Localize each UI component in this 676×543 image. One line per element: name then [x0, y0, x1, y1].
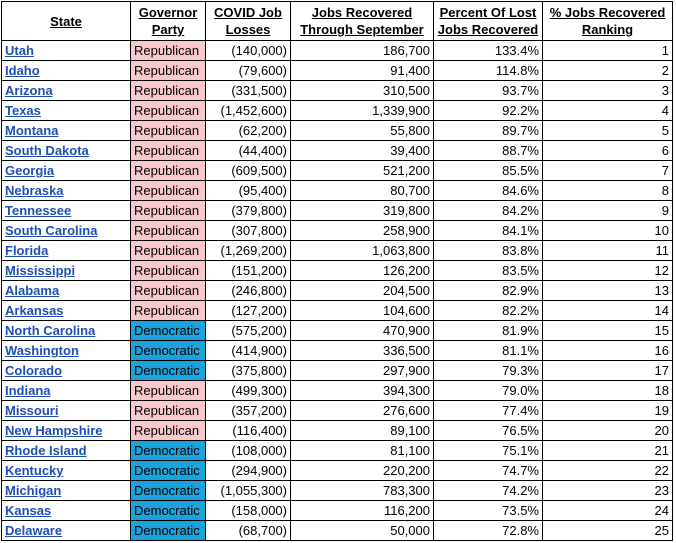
governor-party-cell: Republican: [131, 201, 206, 221]
state-link[interactable]: Washington: [5, 343, 79, 358]
percent-recovered-cell: 82.2%: [434, 301, 543, 321]
state-cell: [2, 461, 131, 481]
ranking-cell: 18: [543, 381, 673, 401]
state-link[interactable]: Mississippi: [5, 263, 76, 278]
jobs-recovered-cell: 258,900: [291, 221, 434, 241]
percent-recovered-cell: 93.7%: [434, 81, 543, 101]
ranking-cell: 17: [543, 361, 673, 381]
percent-recovered-cell: 84.1%: [434, 221, 543, 241]
state-cell: [2, 501, 131, 521]
table-row: [2, 221, 673, 241]
state-cell: [2, 221, 131, 241]
table-row: [2, 181, 673, 201]
governor-party-cell: Republican: [131, 161, 206, 181]
governor-party-cell: Republican: [131, 241, 206, 261]
state-link[interactable]: Arizona: [5, 83, 53, 98]
state-link[interactable]: Utah: [5, 43, 34, 58]
header-covid-job-losses-line2: Losses: [225, 22, 271, 37]
header-covid-job-losses[interactable]: [206, 2, 291, 41]
state-link[interactable]: Florida: [5, 243, 49, 258]
jobs-recovered-cell: 186,700: [291, 41, 434, 61]
state-cell: [2, 261, 131, 281]
percent-recovered-cell: 79.0%: [434, 381, 543, 401]
governor-party-cell: Republican: [131, 301, 206, 321]
header-row: [2, 2, 673, 41]
jobs-recovered-cell: 55,800: [291, 121, 434, 141]
header-covid-job-losses-line1: COVID Job: [214, 5, 282, 20]
ranking-cell: 20: [543, 421, 673, 441]
state-cell: [2, 121, 131, 141]
percent-recovered-cell: 83.8%: [434, 241, 543, 261]
jobs-recovered-cell: 310,500: [291, 81, 434, 101]
ranking-cell: 15: [543, 321, 673, 341]
state-link[interactable]: Montana: [5, 123, 59, 138]
job-losses-cell: (95,400): [206, 181, 291, 201]
percent-recovered-cell: 75.1%: [434, 441, 543, 461]
table-row: [2, 81, 673, 101]
job-losses-cell: (62,200): [206, 121, 291, 141]
table-row: [2, 501, 673, 521]
percent-recovered-cell: 89.7%: [434, 121, 543, 141]
ranking-cell: 25: [543, 521, 673, 541]
state-link[interactable]: Missouri: [5, 403, 59, 418]
state-cell: [2, 441, 131, 461]
jobs-recovered-cell: 81,100: [291, 441, 434, 461]
percent-recovered-cell: 88.7%: [434, 141, 543, 161]
table-row: [2, 161, 673, 181]
jobs-recovered-cell: 116,200: [291, 501, 434, 521]
jobs-recovered-cell: 297,900: [291, 361, 434, 381]
job-losses-cell: (1,269,200): [206, 241, 291, 261]
percent-recovered-cell: 73.5%: [434, 501, 543, 521]
jobs-recovered-cell: 104,600: [291, 301, 434, 321]
header-jobs-recovered-line2: Through September: [300, 22, 424, 37]
job-losses-cell: (1,055,300): [206, 481, 291, 501]
jobs-recovered-cell: 1,339,900: [291, 101, 434, 121]
governor-party-cell: Republican: [131, 141, 206, 161]
header-jobs-recovered-line1: Jobs Recovered: [311, 5, 413, 20]
state-cell: [2, 61, 131, 81]
governor-party-cell: Republican: [131, 421, 206, 441]
state-cell: [2, 101, 131, 121]
jobs-recovered-cell: 319,800: [291, 201, 434, 221]
job-losses-cell: (609,500): [206, 161, 291, 181]
job-losses-cell: (375,800): [206, 361, 291, 381]
header-ranking[interactable]: [543, 2, 673, 41]
ranking-cell: 2: [543, 61, 673, 81]
jobs-recovered-cell: 89,100: [291, 421, 434, 441]
table-body: [2, 41, 673, 541]
jobs-recovered-cell: 204,500: [291, 281, 434, 301]
job-losses-cell: (127,200): [206, 301, 291, 321]
ranking-cell: 9: [543, 201, 673, 221]
jobs-recovery-table: [1, 1, 673, 541]
state-link[interactable]: Idaho: [5, 63, 40, 78]
governor-party-cell: Republican: [131, 121, 206, 141]
state-cell: [2, 341, 131, 361]
state-cell: [2, 321, 131, 341]
table-row: [2, 121, 673, 141]
percent-recovered-cell: 83.5%: [434, 261, 543, 281]
governor-party-cell: Republican: [131, 41, 206, 61]
governor-party-cell: Republican: [131, 221, 206, 241]
job-losses-cell: (108,000): [206, 441, 291, 461]
ranking-cell: 12: [543, 261, 673, 281]
governor-party-cell: Republican: [131, 381, 206, 401]
job-losses-cell: (79,600): [206, 61, 291, 81]
state-cell: [2, 301, 131, 321]
state-cell: [2, 161, 131, 181]
header-governor-party[interactable]: [131, 2, 206, 41]
job-losses-cell: (158,000): [206, 501, 291, 521]
ranking-cell: 23: [543, 481, 673, 501]
table-row: [2, 461, 673, 481]
header-governor-party-line1: Governor: [138, 5, 198, 20]
job-losses-cell: (499,300): [206, 381, 291, 401]
governor-party-cell: Democratic: [131, 441, 206, 461]
state-link[interactable]: Michigan: [5, 483, 62, 498]
jobs-recovered-cell: 39,400: [291, 141, 434, 161]
percent-recovered-cell: 84.6%: [434, 181, 543, 201]
ranking-cell: 24: [543, 501, 673, 521]
percent-recovered-cell: 72.8%: [434, 521, 543, 541]
table-row: [2, 321, 673, 341]
job-losses-cell: (357,200): [206, 401, 291, 421]
header-percent-recovered-line1: Percent Of Lost: [439, 5, 537, 20]
table-row: [2, 241, 673, 261]
jobs-recovered-cell: 1,063,800: [291, 241, 434, 261]
jobs-recovered-cell: 50,000: [291, 521, 434, 541]
state-link[interactable]: Texas: [5, 103, 41, 118]
header-state[interactable]: State: [2, 2, 131, 41]
header-governor-party-line2: Party: [151, 22, 185, 37]
table-row: [2, 201, 673, 221]
governor-party-cell: Republican: [131, 181, 206, 201]
table-row: [2, 61, 673, 81]
table-row: [2, 401, 673, 421]
job-losses-cell: (1,452,600): [206, 101, 291, 121]
percent-recovered-cell: 79.3%: [434, 361, 543, 381]
state-link[interactable]: North Carolina: [5, 323, 96, 338]
state-cell: [2, 201, 131, 221]
state-cell: [2, 41, 131, 61]
state-cell: [2, 241, 131, 261]
state-link[interactable]: Alabama: [5, 283, 60, 298]
governor-party-cell: Republican: [131, 281, 206, 301]
job-losses-cell: (44,400): [206, 141, 291, 161]
percent-recovered-cell: 114.8%: [434, 61, 543, 81]
table-row: [2, 301, 673, 321]
percent-recovered-cell: 81.1%: [434, 341, 543, 361]
percent-recovered-cell: 92.2%: [434, 101, 543, 121]
ranking-cell: 3: [543, 81, 673, 101]
job-losses-cell: (68,700): [206, 521, 291, 541]
governor-party-cell: Democratic: [131, 341, 206, 361]
state-link[interactable]: Tennessee: [5, 203, 72, 218]
jobs-recovered-cell: 276,600: [291, 401, 434, 421]
state-link[interactable]: New Hampshire: [5, 423, 103, 438]
jobs-recovered-cell: 470,900: [291, 321, 434, 341]
state-link[interactable]: Nebraska: [5, 183, 64, 198]
ranking-cell: 5: [543, 121, 673, 141]
job-losses-cell: (246,800): [206, 281, 291, 301]
ranking-cell: 22: [543, 461, 673, 481]
governor-party-cell: Democratic: [131, 461, 206, 481]
table-row: [2, 281, 673, 301]
governor-party-cell: Democratic: [131, 521, 206, 541]
jobs-recovered-cell: 80,700: [291, 181, 434, 201]
table-row: [2, 441, 673, 461]
ranking-cell: 7: [543, 161, 673, 181]
job-losses-cell: (414,900): [206, 341, 291, 361]
state-cell: [2, 141, 131, 161]
percent-recovered-cell: 85.5%: [434, 161, 543, 181]
table-row: [2, 101, 673, 121]
header-jobs-recovered[interactable]: [291, 2, 434, 41]
percent-recovered-cell: 74.7%: [434, 461, 543, 481]
governor-party-cell: Republican: [131, 101, 206, 121]
job-losses-cell: (379,800): [206, 201, 291, 221]
jobs-recovered-cell: 91,400: [291, 61, 434, 81]
governor-party-cell: Democratic: [131, 321, 206, 341]
table-row: [2, 481, 673, 501]
job-losses-cell: (151,200): [206, 261, 291, 281]
percent-recovered-cell: 82.9%: [434, 281, 543, 301]
state-cell: [2, 521, 131, 541]
state-link[interactable]: Colorado: [5, 363, 63, 378]
header-ranking-line1: % Jobs Recovered: [549, 5, 666, 20]
governor-party-cell: Democratic: [131, 481, 206, 501]
ranking-cell: 14: [543, 301, 673, 321]
job-losses-cell: (116,400): [206, 421, 291, 441]
jobs-recovered-cell: 394,300: [291, 381, 434, 401]
state-cell: [2, 81, 131, 101]
jobs-recovered-cell: 220,200: [291, 461, 434, 481]
ranking-cell: 19: [543, 401, 673, 421]
job-losses-cell: (575,200): [206, 321, 291, 341]
job-losses-cell: (307,800): [206, 221, 291, 241]
governor-party-cell: Republican: [131, 61, 206, 81]
job-losses-cell: (331,500): [206, 81, 291, 101]
percent-recovered-cell: 133.4%: [434, 41, 543, 61]
ranking-cell: 8: [543, 181, 673, 201]
ranking-cell: 11: [543, 241, 673, 261]
ranking-cell: 21: [543, 441, 673, 461]
state-cell: [2, 401, 131, 421]
percent-recovered-cell: 76.5%: [434, 421, 543, 441]
state-cell: [2, 181, 131, 201]
jobs-recovered-cell: 126,200: [291, 261, 434, 281]
governor-party-cell: Republican: [131, 81, 206, 101]
state-link[interactable]: Delaware: [5, 523, 63, 538]
governor-party-cell: Democratic: [131, 361, 206, 381]
table-row: [2, 261, 673, 281]
header-ranking-line2: Ranking: [581, 22, 634, 37]
state-cell: [2, 421, 131, 441]
percent-recovered-cell: 84.2%: [434, 201, 543, 221]
state-link[interactable]: Indiana: [5, 383, 51, 398]
ranking-cell: 13: [543, 281, 673, 301]
header-percent-recovered[interactable]: [434, 2, 543, 41]
table-row: [2, 361, 673, 381]
table-row: [2, 341, 673, 361]
state-link[interactable]: South Carolina: [5, 223, 98, 238]
ranking-cell: 10: [543, 221, 673, 241]
state-link[interactable]: South Dakota: [5, 143, 89, 158]
ranking-cell: 4: [543, 101, 673, 121]
job-losses-cell: (294,900): [206, 461, 291, 481]
governor-party-cell: Republican: [131, 401, 206, 421]
ranking-cell: 16: [543, 341, 673, 361]
state-link[interactable]: Kansas: [5, 503, 52, 518]
table-row: [2, 521, 673, 541]
table-row: [2, 381, 673, 401]
state-cell: [2, 381, 131, 401]
header-percent-recovered-line2: Jobs Recovered: [437, 22, 539, 37]
jobs-recovered-cell: 336,500: [291, 341, 434, 361]
jobs-recovered-cell: 783,300: [291, 481, 434, 501]
table-row: [2, 141, 673, 161]
state-cell: [2, 481, 131, 501]
state-link[interactable]: Arkansas: [5, 303, 64, 318]
percent-recovered-cell: 74.2%: [434, 481, 543, 501]
state-link[interactable]: Kentucky: [5, 463, 64, 478]
table-row: [2, 421, 673, 441]
table-row: [2, 41, 673, 61]
state-cell: [2, 361, 131, 381]
governor-party-cell: Republican: [131, 261, 206, 281]
percent-recovered-cell: 81.9%: [434, 321, 543, 341]
state-cell: [2, 281, 131, 301]
ranking-cell: 1: [543, 41, 673, 61]
jobs-recovered-cell: 521,200: [291, 161, 434, 181]
ranking-cell: 6: [543, 141, 673, 161]
governor-party-cell: Democratic: [131, 501, 206, 521]
job-losses-cell: (140,000): [206, 41, 291, 61]
state-link[interactable]: Georgia: [5, 163, 55, 178]
state-link[interactable]: Rhode Island: [5, 443, 87, 458]
percent-recovered-cell: 77.4%: [434, 401, 543, 421]
